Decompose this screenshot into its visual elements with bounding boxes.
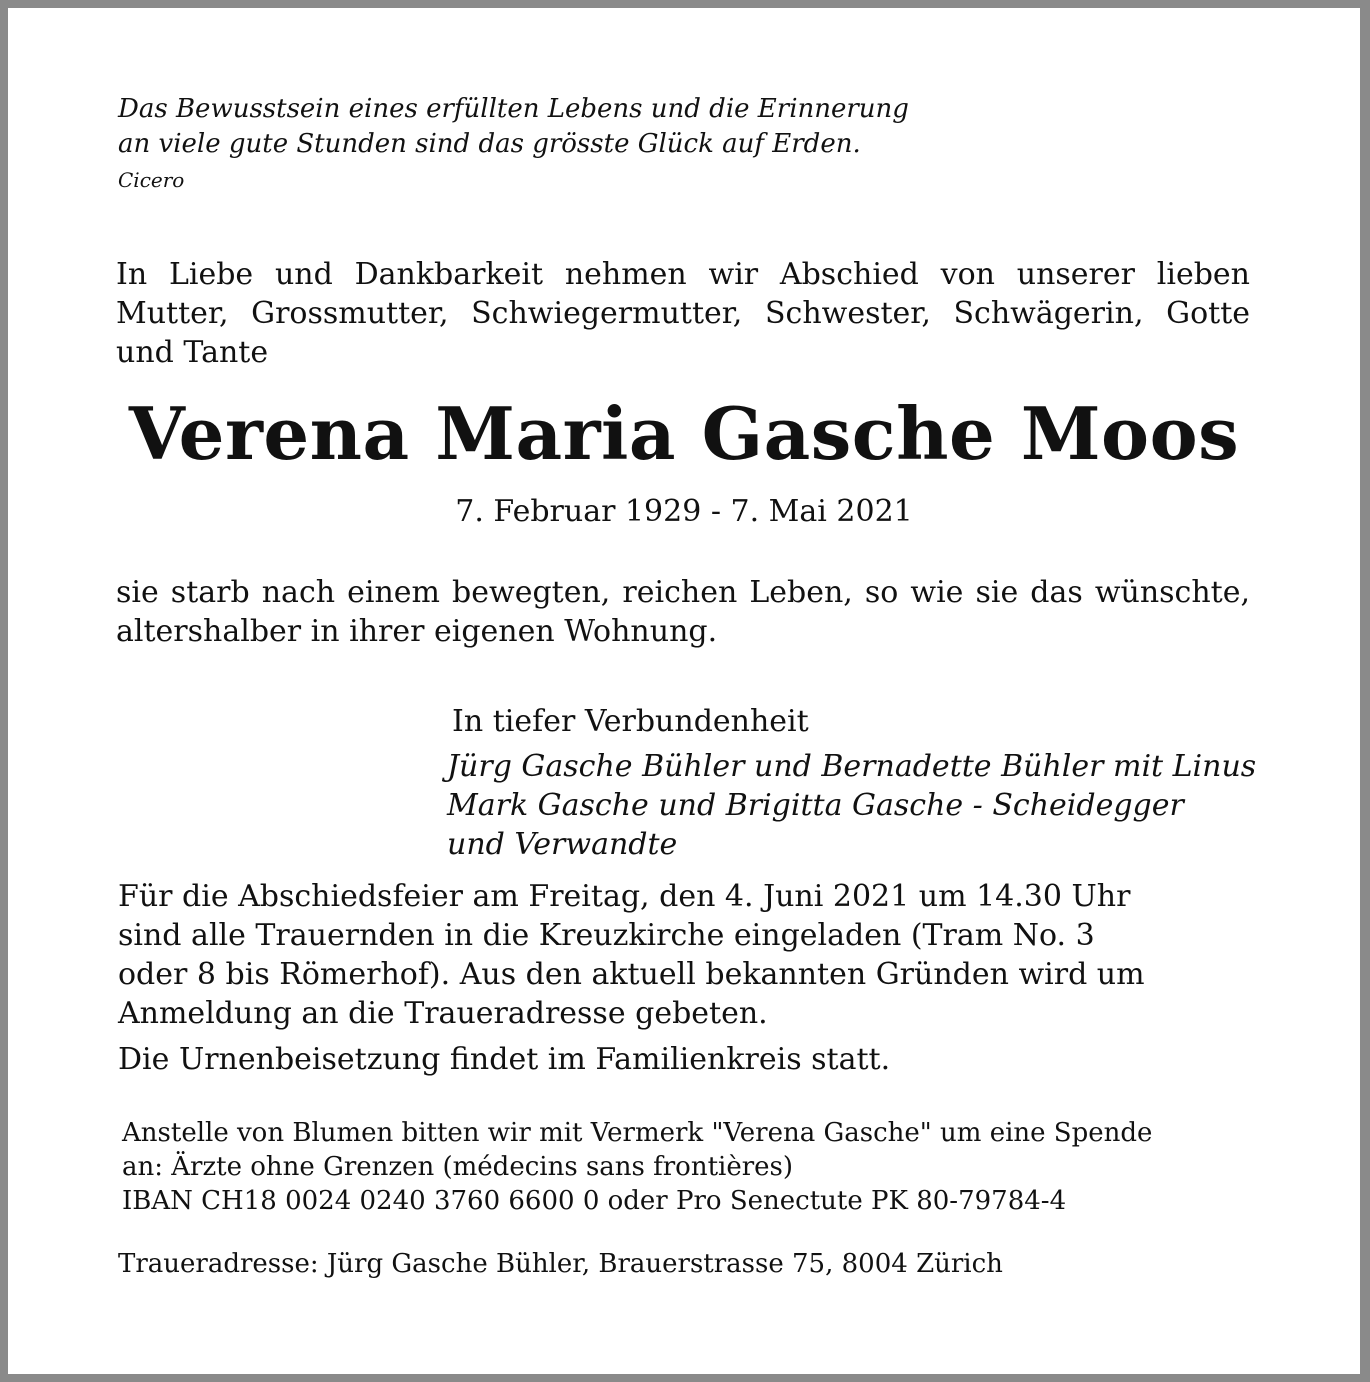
obituary-notice (8, 8, 1360, 1374)
ceremony-line: oder 8 bis Römerhof). Aus den aktuell bekannten Gründen wird um (118, 957, 1145, 992)
intro-paragraph: In Liebe und Dankbarkeit nehmen wir Abschied von unserer lieben Mutter, Grossmutter, Schwiegermutter, Schwester, Schwägerin, Gotte und Tante (116, 257, 1250, 370)
epigraph-quote (118, 92, 909, 162)
donation-paragraph (122, 1116, 1152, 1218)
ceremony-paragraph (118, 877, 1145, 1033)
life-paragraph: sie starb nach einem bewegten, reichen Leben, so wie sie das wünschte, altershalber in ihrer eigenen Wohnung. (116, 575, 1250, 649)
quote-line: an viele gute Stunden sind das grösste Glück auf Erden. (118, 129, 861, 159)
donation-line: IBAN CH18 0024 0240 3760 6600 0 oder Pro Senectute PK 80-79784-4 (122, 1186, 1067, 1216)
quote-line: Das Bewusstsein eines erfüllten Lebens und die Erinnerung (118, 94, 909, 124)
ceremony-line: sind alle Trauernden in die Kreuzkirche eingeladen (Tram No. 3 (118, 918, 1095, 953)
mourner-line: Mark Gasche und Brigitta Gasche - Scheidegger (447, 788, 1184, 823)
mourners-list (447, 747, 1256, 864)
donation-line: Anstelle von Blumen bitten wir mit Vermerk "Verena Gasche" um eine Spende (122, 1118, 1153, 1148)
donation-line: an: Ärzte ohne Grenzen (médecins sans frontières) (122, 1152, 794, 1182)
deceased-name: Verena Maria Gasche Moos (128, 391, 1240, 476)
life-dates: 7. Februar 1929 - 7. Mai 2021 (455, 494, 913, 529)
quote-author: Cicero (118, 168, 185, 192)
ceremony-line: Für die Abschiedsfeier am Freitag, den 4. Juni 2021 um 14.30 Uhr (118, 879, 1131, 914)
burial-note: Die Urnenbeisetzung findet im Familienkreis statt. (118, 1042, 891, 1077)
ceremony-line: Anmeldung an die Traueradresse gebeten. (118, 996, 768, 1031)
mourner-line: Jürg Gasche Bühler und Bernadette Bühler mit Linus (447, 749, 1257, 784)
mourner-line: und Verwandte (447, 827, 678, 862)
closing-phrase: In tiefer Verbundenheit (452, 704, 809, 739)
mourning-address: Traueradresse: Jürg Gasche Bühler, Brauerstrasse 75, 8004 Zürich (118, 1249, 1003, 1279)
